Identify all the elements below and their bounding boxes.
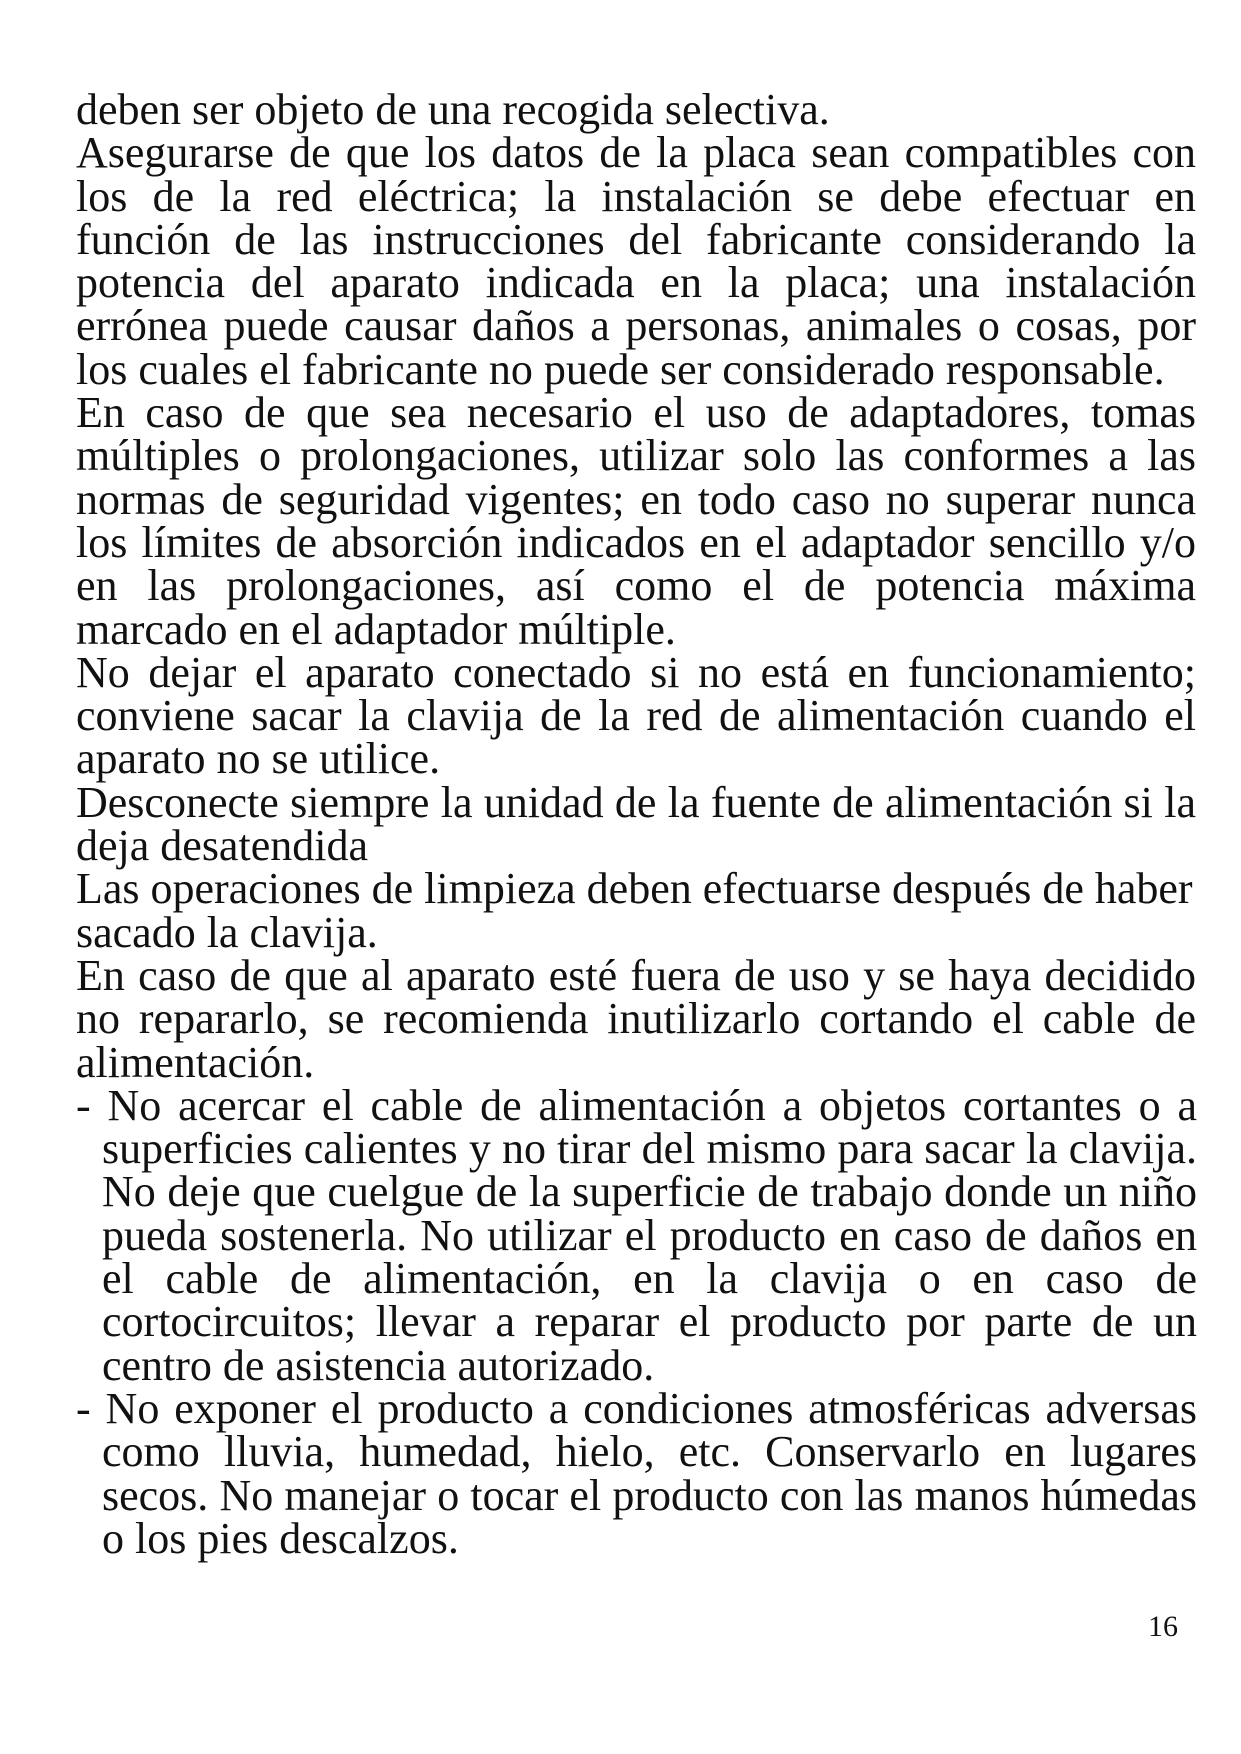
body-text xyxy=(76,85,1197,1563)
bullet-weather-conditions: - No exponer el producto a condiciones atmosféricas adversas como lluvia, humedad, hielo, etc. Conservarlo en lugares secos. No manejar o tocar el producto con las manos húmedas o los pies descalzos. xyxy=(76,1383,1197,1563)
bullet-power-cable: - No acercar el cable de alimentación a objetos cortantes o a superficies calientes y no tirar del mismo para sacar la clavija. No deje que cuelgue de la superficie de trabajo donde un niño pueda sostenerla. No utilizar el producto en caso de daños en el cable de alimentación, en la clavija o en caso de cortocircuitos; llevar a reparar el producto por parte de un centro de asistencia autorizado. xyxy=(76,1080,1197,1390)
paragraph-cleaning: Las operaciones de limpieza deben efectuarse después de haber sacado la clavija. xyxy=(76,864,1193,957)
paragraph-out-of-use: En caso de que al aparato esté fuera de uso y se haya decidido no repararlo, se recomienda inutilizarlo cortando el cable de alimentación. xyxy=(76,950,1196,1087)
paragraph-unattended: Desconecte siempre la unidad de la fuente de alimentación si la deja desatendida xyxy=(76,777,1196,871)
paragraph-disconnect-when-unused: No dejar el aparato conectado si no está en funcionamiento; conviene sacar la clavija de la red de alimentación cuando el aparato no se utilice. xyxy=(76,647,1196,784)
paragraph-selective-collection: deben ser objeto de una recogida selectiva. xyxy=(76,85,830,134)
page-number: 16 xyxy=(1148,1610,1178,1643)
paragraph-adapters: En caso de que sea necesario el uso de adaptadores, tomas múltiples o prolongaciones, utilizar solo las conformes a las normas de seguridad vigentes; en todo caso no superar nunca los límites de absorción indicados en el adaptador sencillo y/o en las prolongaciones, así como el de potencia máxima marcado en el adaptador múltiple. xyxy=(76,388,1196,654)
paragraph-installation: Asegurarse de que los datos de la placa sean compatibles con los de la red eléctrica; la instalación se debe efectuar en función de las instrucciones del fabricante considerando la potencia del aparato indicada en la placa; una instalación errónea puede causar daños a personas, animales o cosas, por los cuales el fabricante no puede ser considerado responsable. xyxy=(76,128,1196,394)
